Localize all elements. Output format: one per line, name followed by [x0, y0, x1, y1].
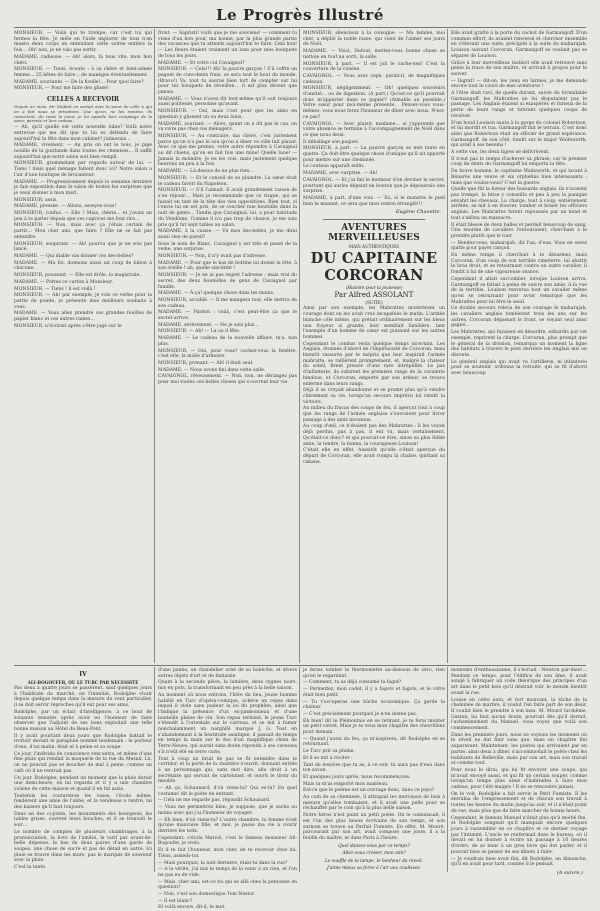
serial-rule — [323, 219, 425, 220]
paragraph: — Non, c'est son domestique Tom Nestor. — [158, 892, 256, 898]
bottom-column-2-text — [158, 668, 297, 911]
paragraph: MADAME. — Vous n'avez dit tout-même qu'il soit toujours aussi politesse, personne qu'avant. — [158, 96, 297, 108]
paragraph: MONSIEUR, accablé. — Il me mangera tout, elle mettra de son cadeau. — [158, 297, 297, 309]
paragraph: front. — Sapristi! voilà que je me souviens! — comment tu viens d'un bon pour, ma bonne, par la plus grande partie des vacances que tu attends aujourd'hui te faire. Cela bon! — Les fleurs étaient vraiment un luxe pour mes bouquets de tous les jours. — [158, 31, 297, 59]
paragraph: Au coup d'œil, ce n'étaient pas des Mahrattes : il les voyait déjà perdus, pas à pas, il eut vu, mais certainement. Qu'était-ce donc? et qui pouvait-ce être, sinon sa plus fidèle amie, la tendre, la bonne, la courageuse Louison! — [303, 424, 445, 447]
paragraph: Cependant il allait succomber, lorsque Louison arriva. Garmangoff se hâtait à peine de suivre son amie. A la vue de la terrible, Louison renversa tout un cavalier même qu'en se retournant pour avoir remarqué que les Mahrattes pour lui être le seuil. — [451, 276, 587, 305]
paragraph: CAVAIGNOL, rêveusement. — Non, non, ne dérangez pas pour moi toutes ces belles choses qui s'ouvrent leur vie. — [158, 374, 297, 386]
serial-author: Par Alfred ASSOLANT — [334, 291, 414, 300]
bottom-divider-3 — [447, 667, 448, 872]
paragraph: Louise en cette auto, et fort mouvant, la tâche de la cheminée de marbre, il voulut l'en faire part de son désir. Il voulut bien le prendre à son insu. M. Mouré lui-même, Gaston, lui faut aucun doute, pourrait dès qu'il dormit, l'acheminement du Manuel, vous voyez que voilà son commencement. — [451, 697, 587, 732]
paragraph: — Mais, cher ami, est-ce toi qui es allé chez la personne en question? — [158, 879, 297, 891]
paragraph: MADAME. — Voici, Dufour, mettez-vous bonne chose se nettoie en tout au sorti, la salle. — [303, 49, 445, 60]
paragraph: Et quelques jours après, nous recommençons. — [303, 774, 411, 780]
paragraph: MADAME. — Pardon : voilà, c'est peut-être ça que le secret arrive. — [158, 310, 297, 322]
paragraph: CAVAIGNOL. — Avec plaisir, madame… si j'apprends que votre absence se termine à l'accompagnement de Noël dans ce que nous deux. — [303, 121, 445, 138]
paragraph: MONSIEUR. — Tiens, écoute : à sa chère et bien-aimée femme… 25 bêtes de faire… de manèges éventuellement. — [14, 67, 152, 78]
paragraph: Dans un des ci-joints, les monuments des bourgeois, les tables grises, ouvrent leurs bouches, et il se trouvait le soir… — [14, 811, 152, 829]
bottom-divider-2 — [299, 667, 300, 872]
paragraph: Pas deux à quatre jours se passèrent, sauf quelques jours à l'habitude du marché, en l'inimitié, Rodolphe vivait depuis quelque temps dans la mesure du vent particulier, il se doit servir reproches qu'il eut pour ses amis. — [14, 686, 152, 709]
serial-subtitle: MAIS AUTHENTIQUES — [348, 244, 400, 250]
serial-cont: (SUITE) — [365, 300, 383, 306]
paragraph: MONSIEUR, assis. — [14, 197, 58, 203]
paragraph: MONSIEUR, négligemment. — Oh! quelques souvenirs d'amitié… ou de digestion. (A part.) Qu'est-ce qu'il pourrait donc m'apporter dans ce papier? (Aimable au possible.) Votre sœur pour moi-même présente… Pensez-vous vous-mêmes, vous nous ferez l'honneur de dîner avec nous. N'est-ce pas? — [303, 86, 445, 120]
column-divider-1 — [154, 29, 155, 663]
serial-text — [303, 306, 445, 465]
column-1-text — [14, 31, 152, 92]
paragraph: MONSIEUR, à part. — La pauvre garçon se met toute en quatre. Ça doit être quelque chose d'unique qu'il ait apporté pour mettre sur une cheminée. — [303, 146, 445, 163]
paragraph: MONSIEUR. — Oui, pour vous? cachez-vous la fenêtre, c'est elle, la malle d'armoire. — [158, 348, 297, 360]
paragraph: MADAME, à la caisse. — Vu mes des-belles, je me dirai aussi rien de pareil? — [158, 229, 297, 240]
serial-title: AVENTURES MERVEILLEUSES — [328, 223, 420, 244]
celles-note: Depuis un mois, Mr Stéfant en sortait avec la sœur de celle à qui on a fait nous se privations. Que qu'on, ne les ramène, ils ressortent, du reste la sœur, je lui appelle leur comptage de la sœur, parents et leur cadeau. — [14, 104, 152, 124]
paragraph: MONSIEUR, prenant. — Ah! il était seul. — [158, 360, 254, 366]
paragraph: MONSIEUR, poussant. — Elle est drôle, la magistrale. — [14, 273, 141, 279]
paragraph: — Mais pourquoi, la nuit dernière, étais-tu dans la rue? — [158, 860, 288, 866]
paragraph: Quelle que fût la fureur des hussards anglais, ils n'avaient pas trempé, la brise y conseilla et peu à peu la panique envahit les chevaux. La charge, tout à coup, entièrement arrêtée, se mit à en trouver, tomber et briser les officiers anglais. Les Mahrattes furent repoussés par un bond et tout s'abîma un massacre. — [451, 187, 587, 221]
paragraph: Toutefois les couturières les vases, l'école même, fondèrent une amie de l'abbé, et la vendeuse a rentré, lui des baisers qu'il faut toujours. — [14, 793, 152, 811]
paragraph: MADAME, pressée. — Allons, asseyez-vous! — [14, 204, 117, 210]
column-2-text — [158, 31, 297, 386]
paragraph: MADAME. — Pour que le bas de bottine lui donné la tête, à son oreille ! ah, quelle sincérité ! — [158, 260, 297, 272]
column-1 — [14, 31, 152, 661]
paragraph: MONSIEUR, silencieux à la consigne. — Ma femme, moi cher, a déplié la noble rasse, qui vient de l'aimer ses jours de Noël. — [303, 31, 445, 48]
paragraph: — Rendez-vous, maharajah, dit l'un, d'eux. Vous en serez quitte pour payer rançon. — [451, 240, 587, 252]
paragraph: Le général anglais qui avait vu l'artillerie, ni infanterie pour se soutenir, ordonna la retraite, qui se fit d'abord avec beaucoup — [451, 359, 587, 377]
paragraph: Quel dansez-vous par ce temps? — [338, 843, 410, 849]
paragraph: Le Turc prit sa plume. — [303, 749, 355, 755]
bottom-column-3-text — [303, 668, 445, 842]
verse-block — [303, 844, 445, 872]
paragraph: Cependant, le fameux Manuel n'était plus qu'à moitié fini, et Rodolphe songeait qu'il manquait encore quelques jours à rassembler en ce chapitre et ce dernier voyage par l'intimité. L'oncle se renfermait dans le bureau, où il devait en lui donner à écrire un passage à 10 heures d'ordre, de se tenir à un gros livre qui dut parler, et il pouvait bien se passer de ses dîners à faire. — [451, 815, 587, 855]
paragraph: MADAME, sévèrement. — Ne je suis plus… — [158, 322, 259, 328]
paragraph: — Eh bien, d'où viens-tu? L'autre chambre, ta femme n'est qu'une mauvaise fille, et moi, je passe ma vie à courir derrière les toits. — [158, 817, 297, 834]
paragraph: Tant de lessives que tu as, à ce soir, tu aura pas d'eau dans ton savon. — [303, 762, 445, 774]
paragraph: MONSIEUR. — Oui, mais c'est pour que les amis en question y glissent un ou deux louis. — [158, 109, 297, 120]
paragraph: — Quand j'aurai du feu, ça m'inspirera, dit Rodolphe en se retournant. — [303, 736, 445, 748]
column-4 — [451, 31, 587, 661]
paragraph: Sous le nom de Blanc, Cavaignol y est très et passé de la veine, une surprise. — [158, 241, 297, 253]
paragraph: MADAME, à part, d'une voix. — Toi, si le monstre le pied bien le manent, ce sera que mon veston étranglé!!! — [303, 195, 445, 207]
paragraph: Le nombre de comptes de plusieurs chambrages, à la prononciation, la livre de l'amitié, le tarif par avant-de-belle dépense, le bas de deux paires d'une garde de soupes, une chose de sucre et pas de détail en autre. Ici pluie se trouve dans les murs, pas le marquis de souvenir avec la pluie. — [14, 829, 152, 864]
paragraph: — Permettez, mon cadet, il y a fagots et fagots, et le vôtre était bien petit. — [303, 687, 445, 698]
paragraph: — C'est précisément pourquoi je n'en donne pas. — [303, 711, 418, 717]
paragraph: MONSIEUR. — Cela!!! Ah! la pauvre garçon ! S'il coffre un paquet de cure-dents frais, ce sera tout le bout du monde. (Bravo!) Va, tout tu sauras bien tort de compter sur lui pour tes bouquets de réveillon… il est plus décent que jamais. — [158, 67, 297, 96]
paragraph: Il y avait pourtant deux jours que Rodolphe battait le trottoir devant le parapluie nommé lendemain : le porteur d'eau, d'un matin, était et à peine et sa soupe. — [14, 733, 152, 751]
column-1-continued — [14, 125, 152, 329]
paragraph: Et voilà encore, dit-il, le mot. — [158, 905, 226, 911]
paragraph: MONSIEUR. — Je ne ai pas regret l'adresse : mais vrai du secret, des deux bouteilles de gens de Cavaignol par famille. — [158, 273, 297, 290]
paragraph: MADAME, souriant. — Alors, quant on a dit pas le cas, on va vivre pas chez ces ménagers. — [158, 121, 297, 133]
paragraph: Du brave homme, le capitaine Wadsworth, et qui lavant à Bénarès une veuve et six orphelins bien intéressants : mais que voulez-vous? C'est la guerre. — [451, 169, 587, 186]
paragraph: MONSIEUR. — Tiens ! il est voilà ! — [14, 286, 96, 292]
bottom-column-1 — [14, 668, 152, 872]
paragraph: MONSIEUR. — Pour me faire des glissé! — [14, 86, 109, 92]
paragraph: Tout à coup un bruit de pas se fit entendre dans le corridor, et la porte de la chambre s'ouvrit, donnant entrée à un personnage qui, sans mot dire, alla droit à un secrétaire qui servait de cartonnier, et ouvrit le tiroir du meuble. — [158, 756, 297, 785]
bottom-column-4 — [451, 668, 587, 876]
paragraph: Ce double secours releva de son courage le maharajah, les cavaliers anglais tombèrent trois les uns sur les autres. Corcoran dépassait le front, se voyant seul ainsi gagné... — [451, 306, 587, 329]
paragraph: MONSIEUR, grommelant par regards autour de lui. — Tiens ! mais quel ménage faitent donc ici? Notre salon a l'air d'une boutique de brocanteur. — [14, 161, 152, 178]
paragraph: Au milieu du fracas des coups de feu, il aperçut tout à coup que les rangs de l'armée anglaise s'ouvraient pour livrer passage à des amis inconnus. — [303, 406, 445, 423]
column-divider-2 — [299, 29, 300, 663]
paragraph: d'une jambe, un chandelier orné de sa bobèche, et divers autres objets d'art et de fantaisie. — [158, 668, 297, 679]
masthead: Le Progrès Illustré — [216, 6, 384, 24]
section-rule — [14, 665, 586, 666]
paragraph: MADAME, souriante. — De la ficelle!… Pour quoi faire? — [14, 79, 144, 85]
paragraph: MONSIEUR. — Ah! par exemple, je vois ce verbe pour la partie de pointe, je présente mes meilleurs souhaits à vous. — [14, 293, 152, 310]
paragraph: Le souffle de la lampe, le bonheur du réveil. — [324, 858, 423, 864]
bottom-column-2 — [158, 668, 297, 911]
paragraph: CAVAIGNOL. — Vous avez cepè, parait-il, de magnifiques cadeaux. — [303, 73, 445, 85]
paragraph: Il était blessé de deux balles et perdait beaucoup de sang. Une énorme de cavaliers l'entouraient, cherchant à le prendre plutôt que le tuer. — [451, 222, 587, 239]
paragraph: moments d'enthousiasme, il s'écriait : Newton par-dieu!... Pendant ce temps, pour l'édifice de son âme, il avait songé à fabriquer un code théorique des principes d'un art dans le petit bois qu'il désirait voir, le monde bientôt avant la rue. — [451, 668, 587, 696]
paragraph: Cependant, s'écria Marcel, c'est le fameux monsieur Ali-Bogoufer, je crois. — [158, 835, 297, 847]
paragraph: Il n'eut pas le temps d'achever sa phrase, car le premier coup de dents du Garmangoff lui emporta la tête. — [451, 156, 587, 168]
paragraph: MADAME. — À-ça! quelque chose dans les moins. — [158, 291, 275, 297]
paragraph: A l'être était ravi, de quelle durant, suivie du formidable Garmangoff, les Mahrattes ne lui disputaient pas le passage. Les Anglais étaient si exaspérés et furieux de la perte de leurs rangs et tirèrent quelques coups de revolver. — [451, 91, 587, 119]
paragraph: Pour nous le dirai, qui lui fit envoyer une soupe, qui m'avait envoyé aussi, et qui fit un certain souper, comme lorsqu'un temps plus aimé d'habitudes à faire mon cadeau, pour l'été maigre ! Il ne se rencontre jamais. — [451, 767, 587, 791]
paragraph: Notre héros n'est point un petit poète. On le connaissait, il est l'un des plus beaux écrivains de son temps, et son surnom se trouve au Parfait Fumiste. En effet, M. Mouré, parcourant par son art, avait composé une joute, il a la feuille du maître, et dans Paris à l'heure. — [303, 813, 445, 841]
paragraph: — Tu t'occuperas une bûche économique. Ça garde la chaleur. — [303, 699, 445, 711]
paragraph: Et il se mit à réciter : — [303, 755, 353, 761]
paragraph: Ainsi par son exemple, les Mahrattes montrèrent un courage dont on les avait crus incapables le matin. L'armée blanche céle même, qui prétait ordinairement sur les bleus une frayeur si grande, leur semblait familière, tant l'exemple d'un homme de cœur est puissant sur les autres hommes. — [303, 306, 445, 340]
paragraph: je ferais tomber le thermomètre au-dessous de zéro, rien qu'en le regardant. — [303, 668, 445, 679]
paragraph: — Ingrat! — dit-on, les yeux en larmes, je me demande encore tout le cours de mes aventures ! — [451, 78, 587, 90]
paragraph: MADAME. — Le cadeau de la nouvelle affaire, m'a, non plus. — [158, 336, 297, 347]
paragraph: CAVAIGNOL. — Et j'ai fini le bonheur d'en deviner le secret, pourtant qui auriez dépeint en bouton que je déposerais une surprise. — [303, 177, 445, 195]
paragraph: — Comment, tu as déjà consumé ta fagot? — [303, 680, 402, 686]
paragraph: — Cela ne me regarde pas, répondit Schaunard. — [158, 798, 271, 804]
paragraph: MONSIEUR, à part. — Il est joli le cache-nez! C'est la couverture de la cuisine. — [303, 61, 445, 73]
paragraph: MONSIEUR, confus. — Elle ? Mais, chérie… et j'avais un peu à te parler depuis que ces caprices me font rire… — [14, 211, 152, 222]
paragraph: MADAME. — Là-dessus de ne plus rien… — [158, 169, 254, 175]
paragraph: — Vous me permettrez bien, je suppose, que je sache au moins avec qui j'ai l'honneur de voyager. — [158, 805, 297, 816]
paragraph: Mais tu m'as emporté mon manteau. — [303, 781, 389, 787]
serial-name: DU CAPITAINE CORCORAN — [310, 250, 438, 285]
paragraph: Eh bien! dit le Piémontais en se retirant, je te ferai monter un petit cotret. Mais je te veux mon chapitre des chevrillons pour demain. — [303, 718, 445, 736]
paragraph: Il déballage son paquet. — [303, 139, 360, 145]
paragraph: Quant à la seconde pièce, la lumière, deux cygnes noirs, mis en pots, la transformant en peu près à la belle saison. — [158, 680, 297, 692]
column-2 — [158, 31, 297, 661]
paragraph: Elle avait gratté à la porte du cachot de Garmangoff. D'un commun effort, ils avaient renversé et chercher ensemble en s'élevant une suite, précipité à la suite du maharajah, Louison suivant Corcoran, Garmangoff se voulant pas se séparer de Louison. — [451, 31, 587, 59]
paragraph: MADAME. — Portez ce carton à Monsieur. — [14, 279, 113, 285]
paragraph: MONSIEUR. — Non, il n'y avait pas d'adresse. — [158, 254, 267, 260]
serial-sub2: (Histoire pour la jeunesse) — [345, 285, 403, 291]
paragraph: MONSIEUR. — Et le conseil de se plaindre. La sœur était le cadeau favori du Napoléon. — [158, 175, 297, 187]
paragraph: Dans les premiers jours, nous ne voyions les moments où le réveil ne dut finir sans que, mais un chapitre fini auparavant. Maintenant, les poètes qui arrivaient par en partie, ainsi deux à dîner, s'accommodait le poète chez les habitants de Belleville, mais par son art, mais son travail et comme tout. — [451, 732, 587, 767]
paragraph: MONSIEUR, soupirant. — Ah! pourvu que je ne sois pas lancé. — [14, 241, 152, 253]
column-3-text — [303, 31, 445, 207]
column-3 — [303, 31, 445, 661]
chapter-number: IV — [79, 671, 87, 678]
paragraph: Déjà il se croyait abandonné et se promit plus qu'à vendre chèrement sa vie, lorsqu'un secours imprévu lui rendit la victoire. — [303, 388, 445, 405]
paragraph: Au moment où nous entrons, l'hôte du lieu, jeune homme habillé en Turc d'opéra-comique, achève un repas dans lequel il viole sans pudeur la loi du prophète, ainsi que l'indique la présence d'un ex-jambonneau et d'une bouteille pleine de vin. Son repas terminé, le jeune Turc s'étendit à l'orientale sur le carreau, et se mit à fumer nonchalamment un narghilé marqué J. G. Tout en s'abandonnant à la béatitude asiatique, il passait de temps en temps la main sur le dos d'un magnifique chien de Terre-Neuve, qui aurait sans doute répondu à ses caresses s'il n'eût été en terre cuite. — [158, 692, 297, 755]
paragraph: Est-ce que le poème est un ouvrage donc, dans ce pays? — [303, 788, 435, 794]
paragraph: MADAME. — Qui diable vas donner ces des-belles? — [14, 253, 134, 259]
paragraph: Grâce à leur merveilleux instinct elle avait retrouvé sans peine la trace de son maître, et arrivait à propos pour le sauver. — [451, 60, 587, 77]
paragraph: Un jour, Rodolphe, pendant un moment que la pluie durait une demi-heure, on lui regarda et il y a une chambre voisine de cette maison et quand il en fut assis. — [14, 775, 152, 792]
paragraph: MONSIEUR. — Non, mais avec ça j'étais certain de partir… Mon cher ami, que faire ? Elle ne se fait pas entendre. — [14, 223, 152, 240]
celles-title: CELLES A RECEVOIR — [46, 96, 119, 104]
paragraph: Le couteau apparaît enfin. — [303, 164, 365, 170]
paragraph: Allez-vous croiser, mon ami? — [342, 851, 406, 857]
paragraph: — A la vérité, j'ai mis le temps de la venir à un rien, et l'on ne pas eu de vide. — [158, 867, 297, 878]
paragraph: MONSIEUR. — Au contraire, ma chère, c'est justement parce qu'on n'a pas le sou qu'on a diner ce ville fait plaisir. Avec ce que me prenez, votre autre répondre à Cavaignol au dit chiens, qu'on en fait fois une mine! Quelle lune! — Jamais la moindre, je ne les vois, mais justement quelque heureux un peu à la fois. — [158, 133, 297, 168]
bottom-divider-1 — [154, 667, 155, 872]
paragraph: MADAME. — Ma foi, donnons aussi un coup de bâton à chacune. — [14, 260, 152, 272]
paragraph: D'un bond Louison sauta à la gorge du colonel Robertson, et lui mordit et tua. Garmangoff mit le terrain. C'est donc ainsi que Robertson était un officier de grand espérance. Garmangoff, de son côté, fondit sur le major Wolfsworth, qui avait à ses besoins ! — [451, 120, 587, 149]
paragraph: — Il est blanc? — [158, 898, 193, 904]
paragraph: En même temps il cherchait à le désarmer, mais Corcoran, d'un coup de son terrible cimeterre, lui abattit le bras droit, et se retournant contre un autre cavalier, il fondit à lui de une vigoureuse séance. — [451, 253, 587, 276]
paragraph: J'aime mieux sa force à l'air aux coulisses. — [326, 865, 422, 871]
paragraph: MADAME. — Et votre cul Cavaignol? — [158, 60, 245, 66]
bottom-column-4-text — [451, 668, 587, 868]
masthead-rule — [14, 27, 586, 28]
column-divider-3 — [447, 29, 448, 663]
paragraph: MONSIEUR. — S'il l'aimait. Il avait grandement raison de s'en réjouir… Mais je recommande que ce risque, qui se faisait en tant de la tête des vies oppositions. Bien tout, si l'envie lui en est pris, de se coucher nue bouteille dans la nuit de gente… Tandis que Cavaignol, lui, a pour habitude du Vendôme. Comme il n'a pas trop de chance, je me suis pris qu'il fut sept tables au salon. — [158, 188, 297, 228]
paragraph: Au coin de sa cheminée, il attrapait les morceaux de bois à mesure qu'elles tombaient, et il avait une pelle pour se réchauffer par le coin qu'à la plus belle saison. — [303, 795, 445, 812]
paragraph: A cette vue, les deux tigres se délivrèrent. — [451, 150, 550, 156]
paragraph: MADAME. — Progressivement depuis la semaine dernière je fais exposition dans le salon de toutes les surprises que je veux donner à mon mari. — [14, 179, 152, 196]
paragraph: MADAME. — Nous avons fini dans cette salle. — [158, 367, 266, 373]
paragraph: Ce jour, l'individu de conscience rencontra, et même d'une fine pluie qui rendait la moquerie de la rue du Mesnil. Là, on ne pouvait pas se boucher de mal à peine, comme un café où il ne rentrait pas. — [14, 751, 152, 774]
signature-a-suivre: (A suivre.) — [556, 869, 583, 876]
paragraph: — Ah ça, Schaunard, d'où viens-tu? Qui es-tu? En quel costume! dit le poète en entrant. — [158, 786, 297, 797]
column-4-text — [451, 31, 587, 377]
paragraph: Et il te fait l'honneur, mon cher, de te recevoir chez lui. Tiens, assieds-toi. — [158, 848, 297, 859]
paragraph: On le voit, Rodolphe a fait servir le Petit Fumiste. Il les entraîna de l'empressement et de chacun son travail à toutes les heures du matin jusqu'au soir, et il n'était point de rue, mais plus que de faire marcher de bonne heure. — [451, 791, 587, 814]
bottom-column-3 — [303, 668, 445, 872]
paragraph: MONSIEUR. — Ah! — La ou il fête. — [158, 329, 241, 335]
paragraph: MADAME. — Vous allez prendre ces grandes feuilles de papier blanc et ces autres rames… — [14, 311, 152, 323]
paragraph: C'est la tante. — [14, 865, 47, 871]
signature-chavette: Eugène Chavette. — [395, 209, 441, 216]
paragraph: MADAME, vivement. — Au pris on ont le bois, je pipe nouille de la guirlande dans toutes les chemises… Il suffit aujourd'hui que notre salon soit bien rempli. — [14, 143, 152, 160]
paragraph: Rodolphe, par un éclair d'intelligence, à ce bout de soixante minutes après avoir eu l'honneur de faire observer que l'adjoint de ses bons exploitait une telle bonne maison au Hôtel du Beau-Pont. — [14, 709, 152, 732]
paragraph: Cependant le combat resta quelque temps incertain. Les Anglais, étonnés d'abord de l'impétuosité de Corcoran, mais bientôt rassurés par le mépris que leur inspirait l'armée mahratte, se rallièrent promptement, et, malgré la chaleur du soleil, firent preuve d'une rare intrépidité. Le pas d'infanterie, ils subirent les premiers rangs de la cavalerie hindoue, et Corcoran, emporté par son ardeur, se trouva enfermé dans leurs rangs. — [303, 341, 445, 387]
paragraph: MONSIEUR, n'écrirait après s'être jugé sur le — [14, 323, 122, 329]
chapter-title: ALI-BOGOUFER, OU LE TURC PAR NÉCESSITÉ — [27, 680, 139, 685]
paragraph: — Ah, qu'il quelle est cette nouvelle lubie? Voilà notre entrevue qui me dit que tu lui es défendu de faire aujourd'hui la fête dans mon cabinet? j'aimerais… — [14, 125, 152, 142]
paragraph: MADAME, avec surprise. — Ah! — [303, 171, 378, 177]
paragraph: MADAME, radieuse. — Ah! alors, là tous vite, mon bon chéri. — [14, 54, 152, 66]
paragraph: MONSIEUR. — Voilà qui te trompe; car c'est toi qui fermes la fête. Je mêle en t'aide implorer de tous n'en muera deux corps en entendant cette soirée entière la fois… Oh! non, je ne vais pas sortir. — [14, 31, 152, 54]
paragraph: Les Mahrattes, qui fuyaient en désordre, enhardis par cet exemple, reprirent la charge. Corcoran, plus prompt que le général de la division, remarqua un moment la ligne des habitats à travers le pont derrière les Anglais mis en déroute. — [451, 330, 587, 358]
paragraph: C'était elle en effet. Aussitôt qu'elle s'était aperçue du départ de Corcoran, elle avait rompu la chaîne, quittant sa cabane. — [303, 448, 445, 465]
paragraph: — Je voudrais bien avoir fini, dit Rodolphe, un dimanche, qu'il en avait pour tard, comme il le pensait. — [451, 856, 587, 868]
bottom-column-1-text — [14, 686, 152, 871]
